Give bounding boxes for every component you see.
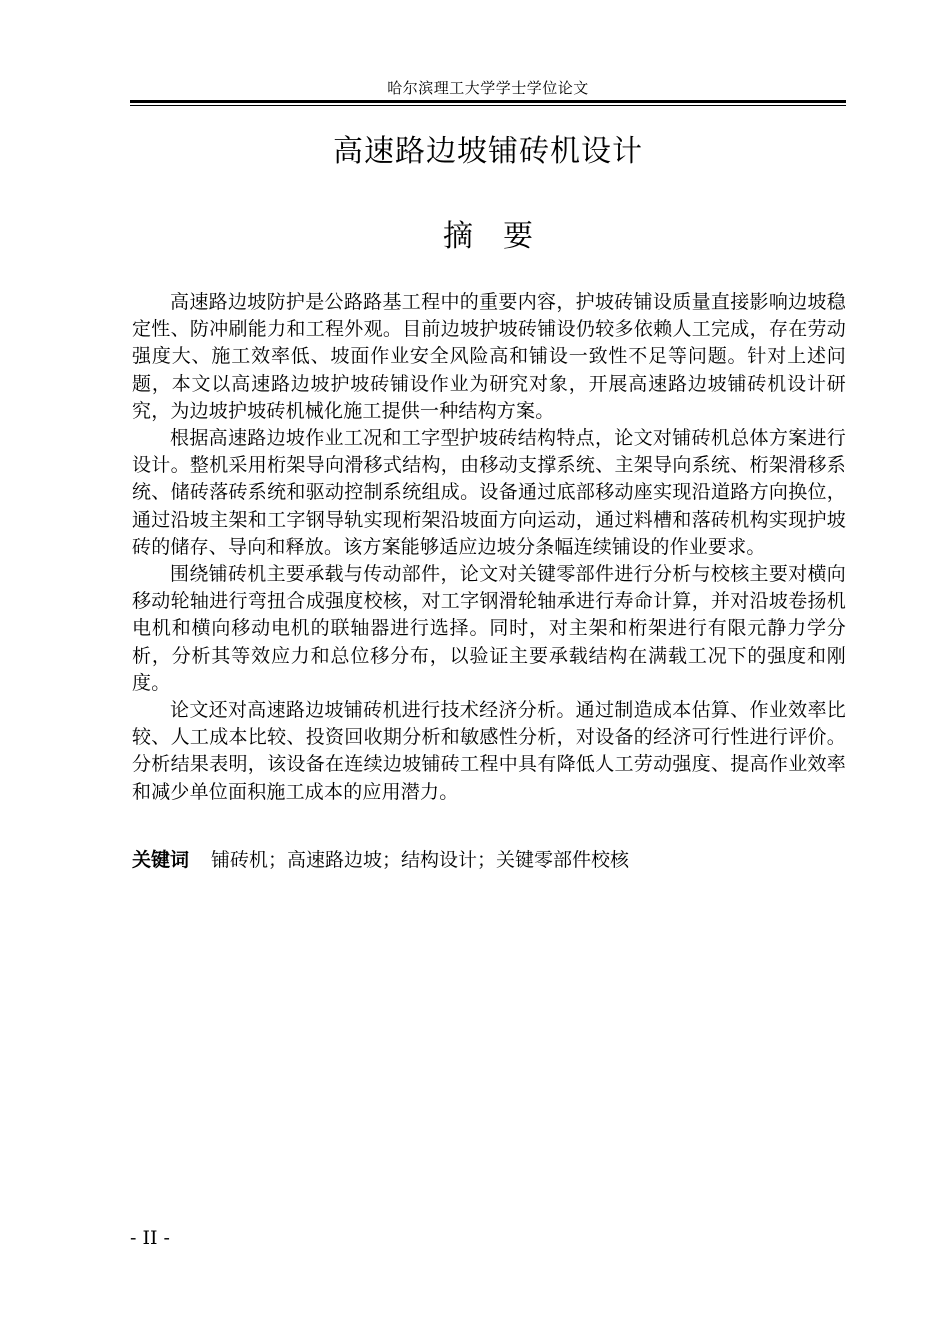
header-rule-thick [130, 100, 846, 103]
abstract-paragraph-1: 高速路边坡防护是公路路基工程中的重要内容，护坡砖铺设质量直接影响边坡稳定性、防冲刷能力和工程外观。目前边坡护坡砖铺设仍较多依赖人工完成，存在劳动强度大、施工效率低、坡面作业安全风险高和铺设一致性不足等问题。针对上述问题，本文以高速路边坡护坡砖铺设作业为研究对象，开展高速路边坡铺砖机设计研究，为边坡护坡砖机械化施工提供一种结构方案。 [132, 291, 846, 422]
abstract-paragraph-2: 根据高速路边坡作业工况和工字型护坡砖结构特点，论文对铺砖机总体方案进行设计。整机采用桁架导向滑移式结构，由移动支撑系统、主架导向系统、桁架滑移系统、储砖落砖系统和驱动控制系统组成。设备通过底部移动座实现沿道路方向换位，通过沿坡主架和工字钢导轨实现桁架沿坡面方向运动，通过料槽和落砖机构实现护坡砖的储存、导向和释放。该方案能够适应边坡分条幅连续铺设的作业要求。 [132, 427, 846, 558]
header-rule-thin [130, 105, 846, 106]
abstract-body [132, 289, 846, 806]
abstract-paragraph-3: 围绕铺砖机主要承载与传动部件，论文对关键零部件进行分析与校核主要对横向移动轮轴进行弯扭合成强度校核，对工字钢滑轮轴承进行寿命计算，并对沿坡卷扬机电机和横向移动电机的联轴器进行选择。同时，对主架和桁架进行有限元静力学分析，分析其等效应力和总位移分布，以验证主要承载结构在满载工况下的强度和刚度。 [132, 563, 846, 694]
abstract-heading: 摘要 [443, 219, 563, 254]
keywords-label: 关键词 [132, 849, 190, 871]
running-header: 哈尔滨理工大学学士学位论文 [387, 79, 589, 97]
keywords-text: 铺砖机；高速路边坡；结构设计；关键零部件校核 [211, 849, 630, 871]
abstract-paragraph-4: 论文还对高速路边坡铺砖机进行技术经济分析。通过制造成本估算、作业效率比较、人工成本比较、投资回收期分析和敏感性分析，对设备的经济可行性进行评价。分析结果表明，该设备在连续边坡铺砖工程中具有降低人工劳动强度、提高作业效率和减少单位面积施工成本的应用潜力。 [132, 699, 846, 803]
thesis-title: 高速路边坡铺砖机设计 [333, 134, 643, 169]
keywords-line [132, 846, 846, 874]
page-number: - II - [130, 1227, 170, 1249]
